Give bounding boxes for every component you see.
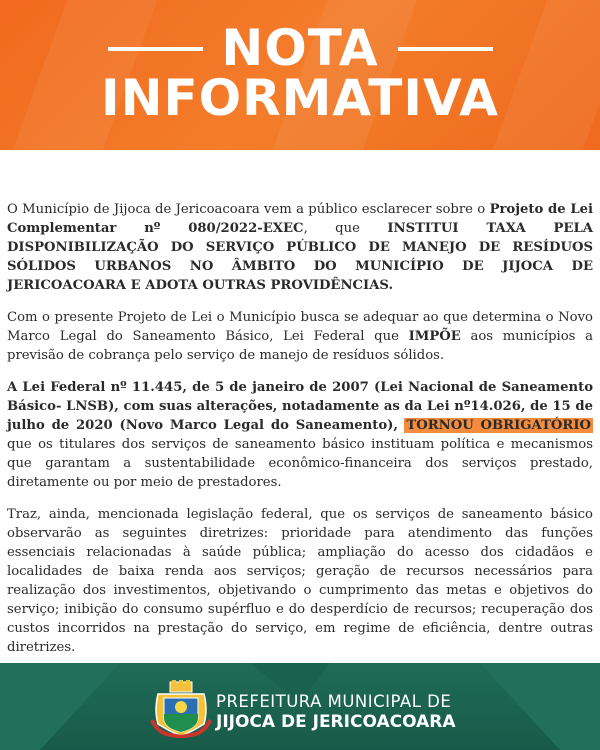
p2-emphasis: IMPÕE <box>408 329 461 344</box>
paragraph-2 <box>7 308 593 365</box>
p2-text-2: aos municípios a previsão de cobrança pelo serviço de manejo de resíduos sólidos. <box>7 329 594 363</box>
p3-text: que os titulares dos serviços de saneamento básico instituam política e mecanismos que garantam a sustentabilidade econômico-financeira dos serviços prestado, diretamente ou por meio de prestadores. <box>7 437 593 490</box>
p1-bill-name: Projeto de Lei Complementar nº 080/2022-EXEC <box>7 202 593 236</box>
header-banner <box>0 0 600 150</box>
p1-text-2: , que <box>303 221 388 236</box>
paragraph-4: Traz, ainda, mencionada legislação federal, que os serviços de saneamento básico observarão as seguintes diretrizes: prioridade para atendimento das funções essenciais relacionadas à saúde pública; ampliação do acesso dos cidadãos e localidades de baixa renda aos serviços; geração de recursos necessários para realização dos investimentos, objetivando o cumprimento das metas e objetivos do serviço; inibição do consumo supérfluo e do desperdício de recursos; recuperação dos custos incorridos na prestação do serviço, em regime de eficiência, dentre outras diretrizes. <box>7 507 593 655</box>
title-line-2: INFORMATIVA <box>101 69 499 127</box>
municipal-crest-icon <box>150 680 212 738</box>
p2-text-1: Com o presente Projeto de Lei o Município busca se adequar ao que determina o Novo Marco Legal do Saneamento Básico, Lei Federal que <box>7 310 593 344</box>
brand-line-2: JIJOCA DE JERICOACOARA <box>216 712 456 732</box>
notice-body <box>7 200 593 670</box>
paragraph-3 <box>7 378 593 492</box>
paragraph-1 <box>7 200 593 295</box>
p1-bill-subject: INSTITUI TAXA PELA DISPONIBILIZAÇÃO DO SERVIÇO PÚBLICO DE MANEJO DE RESÍDUOS SÓLIDOS URBANOS NO ÂMBITO DO MUNICÍPIO DE JIJOCA DE JERICOACOARA E ADOTA OUTRAS PROVIDÊNCIAS. <box>7 221 593 293</box>
p3-law-reference: A Lei Federal nº 11.445, de 5 de janeiro de 2007 (Lei Nacional de Saneamento Básico- LNSB), com suas alterações, notadamente as da Lei nº14.026, de 15 de julho de 2020 (Novo Marco Legal do Saneamento), <box>7 380 593 433</box>
p1-text-1: O Município de Jijoca de Jericoacoara vem a público esclarecer sobre o <box>7 202 490 217</box>
brand-line-1: PREFEITURA MUNICIPAL DE <box>216 692 452 711</box>
p3-highlight: TORNOU OBRIGATÓRIO <box>406 418 591 433</box>
title-line-1: NOTA <box>221 19 379 77</box>
footer-brand <box>216 692 455 732</box>
